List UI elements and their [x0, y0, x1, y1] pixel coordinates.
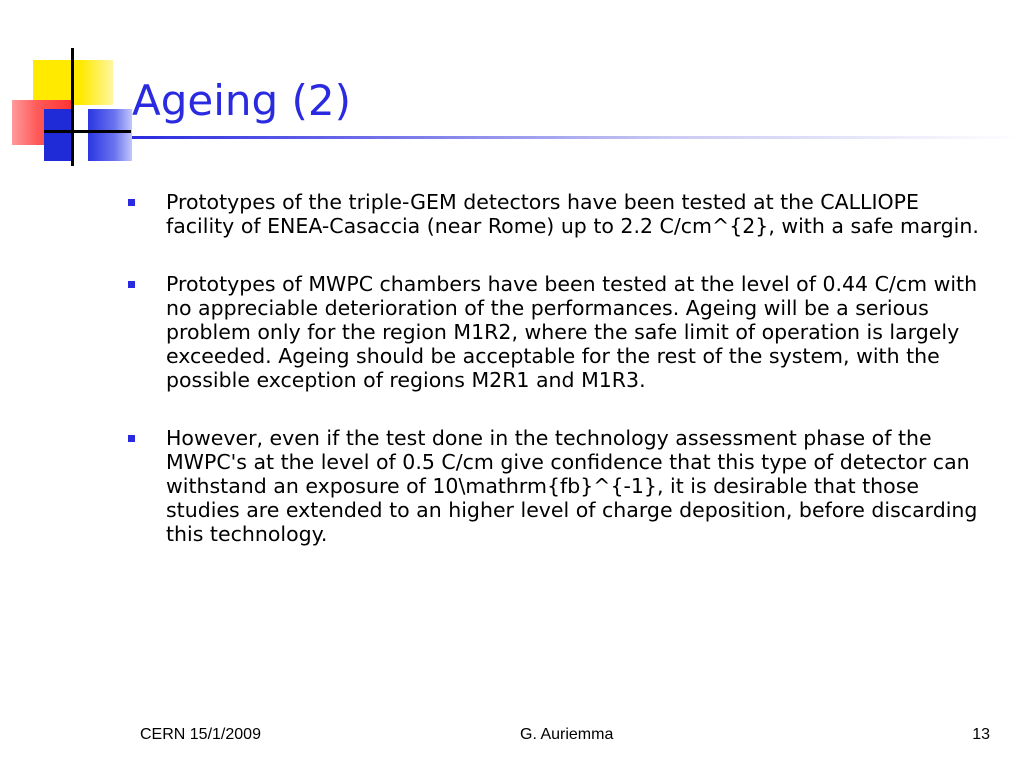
bullet-text: Prototypes of MWPC chambers have been tested at the level of 0.44 C/cm with no appreciable deterioration of the performances. Ageing will be a serious problem only for the region M1R2, where the safe limit of operation is largely exceeded. Ageing should be acceptable for the rest of the system, with the possible exception of regions M2R1 and M1R3. [166, 272, 978, 392]
title-underline [132, 136, 1024, 139]
decorative-logo [0, 0, 140, 170]
bullet-item [128, 426, 988, 546]
bullet-square-icon [128, 435, 135, 442]
page-number: 13 [972, 726, 990, 743]
bullet-list [128, 190, 988, 580]
footer-date: CERN 15/1/2009 [140, 726, 261, 743]
logo-horizontal-line [44, 130, 131, 133]
logo-blue-square-left [44, 109, 74, 161]
bullet-text: Prototypes of the triple-GEM detectors have been tested at the CALLIOPE facility of ENEA-Casaccia (near Rome) up to 2.2 C/cm^{2}, with a safe margin. [166, 190, 979, 238]
bullet-item [128, 272, 988, 392]
bullet-square-icon [128, 199, 135, 206]
bullet-square-icon [128, 281, 135, 288]
bullet-text: However, even if the test done in the technology assessment phase of the MWPC's at the level of 0.5 C/cm give confidence that this type of detector can withstand an exposure of 10\mathrm{fb}^{-1}, it is desirable that those studies are extended to an higher level of charge deposition, before discarding this technology. [166, 426, 978, 546]
footer-author: G. Auriemma [520, 726, 614, 743]
bullet-item [128, 190, 988, 238]
logo-vertical-line [71, 48, 74, 166]
slide-title: Ageing (2) [132, 76, 352, 125]
logo-blue-square-right [88, 109, 132, 161]
